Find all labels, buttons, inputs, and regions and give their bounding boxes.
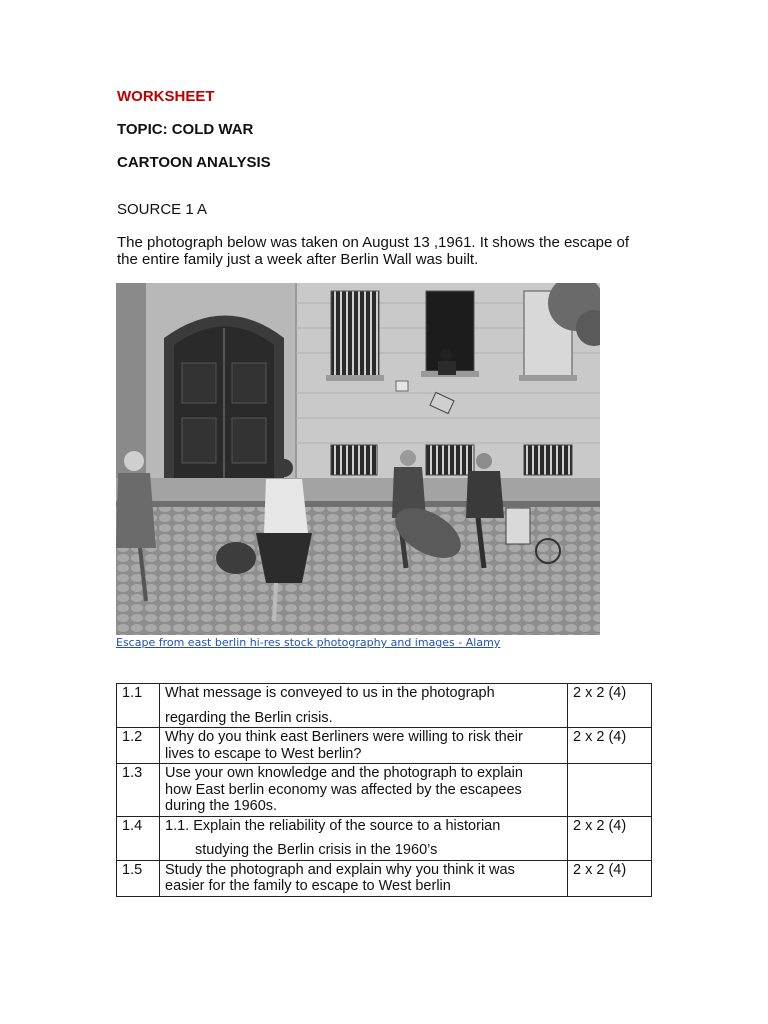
question-line: regarding the Berlin crisis. [165, 709, 333, 726]
basement-window-3 [524, 445, 572, 475]
question-number: 1.3 [117, 764, 160, 817]
table-row [117, 860, 652, 896]
basement-window-2 [426, 445, 474, 475]
table-row [117, 816, 652, 860]
question-line: Study the photograph and explain why you think it was [165, 861, 515, 878]
question-line: during the 1960s. [165, 798, 278, 814]
question-marks: 2 x 2 (4) [568, 816, 652, 860]
intro-line-1: The photograph below was taken on August 13 ,1961. It shows the escape of [117, 234, 630, 251]
source-label: SOURCE 1 A [117, 201, 208, 218]
sidewalk [116, 478, 600, 503]
question-line: Use your own knowledge and the photograph to explain [165, 765, 523, 781]
man-in-window [440, 349, 452, 361]
question-text [160, 764, 568, 817]
question-marks: 2 x 2 (4) [568, 684, 652, 728]
worksheet-heading: WORKSHEET [117, 88, 215, 105]
question-line: What message is conveyed to us in the photograph [165, 685, 495, 701]
question-number: 1.2 [117, 728, 160, 764]
questions-table [116, 683, 652, 897]
question-line: Why do you think east Berliners were willing to risk their [165, 729, 523, 745]
question-line: easier for the family to escape to West berlin [165, 878, 451, 894]
question-text [160, 684, 568, 728]
question-line: how East berlin economy was affected by the escapees [165, 781, 522, 798]
table-row [117, 684, 652, 728]
upper-window-left [331, 291, 379, 376]
question-line: lives to escape to West berlin? [165, 745, 362, 762]
question-number: 1.5 [117, 860, 160, 896]
question-text [160, 860, 568, 896]
berlin-escape-photo [116, 283, 600, 635]
table-row [117, 764, 652, 817]
intro-line-2: the entire family just a week after Berlin Wall was built. [117, 251, 479, 268]
intro-paragraph [117, 234, 657, 268]
table-row [117, 728, 652, 764]
question-text [160, 728, 568, 764]
topic-heading: TOPIC: COLD WAR [117, 121, 254, 138]
question-line: studying the Berlin crisis in the 1960’s [195, 842, 438, 858]
basement-window-1 [331, 445, 377, 475]
cartoon-analysis-heading: CARTOON ANALYSIS [117, 154, 271, 171]
question-number: 1.1 [117, 684, 160, 728]
question-line: 1.1. Explain the reliability of the source to a historian [165, 817, 501, 834]
question-marks: 2 x 2 (4) [568, 860, 652, 896]
photo-source-link[interactable]: Escape from east berlin hi-res stock photography and images - Alamy [116, 636, 501, 649]
question-text [160, 816, 568, 860]
question-number: 1.4 [117, 816, 160, 860]
question-marks: 2 x 2 (4) [568, 728, 652, 764]
question-marks [568, 764, 652, 817]
